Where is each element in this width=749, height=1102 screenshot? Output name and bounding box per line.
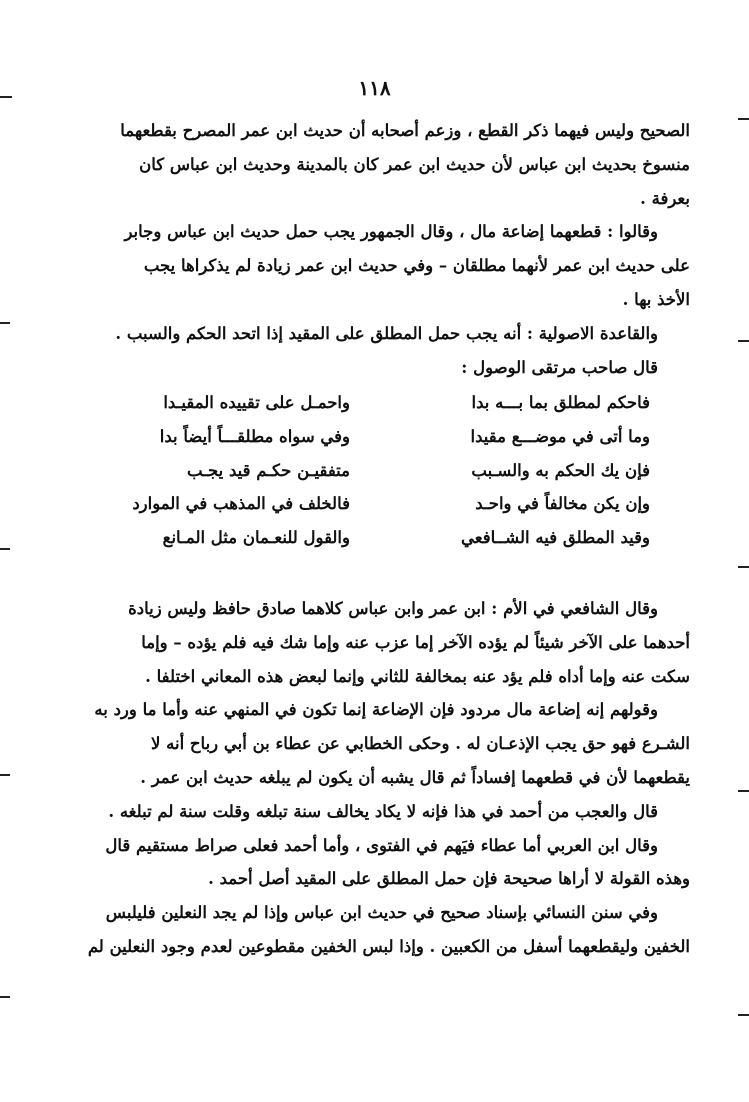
text-line: وقال الشافعي في الأم : ابن عمر وابن عباس كلاهما صادق حافظ وليس زيادة: [128, 599, 658, 618]
scan-margin-mark: [738, 340, 749, 342]
poem-verse: [120, 487, 650, 521]
text-line: الشـرع فهو حق يجب الإذعـان له . وحكى الخطابي عن عطاء بن أبي رباح أنه لا: [150, 734, 690, 754]
text-line: وقالوا : قطعهما إضاعة مال ، وقال الجمهور يجب حمل حديث ابن عباس وجابر: [124, 222, 658, 242]
text-line: الصحيح وليس فيهما ذكر القطع ، وزعم أصحابه أن حديث ابن عمر المصرح بقطعهما: [120, 121, 690, 140]
scan-margin-mark: [0, 96, 12, 98]
poem-verse: [120, 521, 650, 555]
text-line: وفي سنن النسائي بإسناد صحيح في حديث ابن عباس وإذا لم يجد النعلين فليلبس: [105, 903, 658, 923]
poem-verse: [120, 420, 650, 454]
scan-margin-mark: [738, 790, 749, 792]
paragraph-block-2: [60, 592, 690, 964]
poem-first-hemistich: فإن يك الحكم به والسـبب: [471, 460, 650, 480]
text-line: وقولهم إنه إضاعة مال مردود فإن الإضاعة إنما تكون في المنهي عنه وأما ما ورد به: [94, 700, 658, 720]
text-line: قال صاحب مرتقى الوصول :: [461, 357, 658, 377]
text-line: الخفين وليقطعهما أسفل من الكعبين . وإذا لبس الخفين مقطوعين لعدم وجود النعلين لم: [87, 936, 690, 956]
text-line: أحدهما على الآخر شيئاً لم يؤده الآخر إما عزب عنه وإما شك فيه فلم يؤده – وإما: [141, 632, 690, 652]
text-line: بعرفة .: [640, 188, 690, 208]
poem-first-hemistich: وإن يكن مخالفاً في واحـد: [475, 494, 650, 514]
text-line: قال والعجب من أحمد في هذا فإنه لا يكاد يخالف سنة تبلغه وقلت سنة لم تبلغه .: [108, 801, 658, 821]
poem-block: [120, 386, 650, 555]
text-line: والقاعدة الاصولية : أنه يجب حمل المطلق على المقيد إذا اتحد الحكم والسبب .: [115, 323, 658, 343]
poem-second-hemistich: واحمـل على تقييده المقيـدا: [163, 393, 350, 412]
poem-verse: [120, 454, 650, 488]
text-line: الأخذ بها .: [622, 289, 690, 309]
scan-margin-mark: [0, 774, 10, 776]
poem-second-hemistich: وفي سواه مطلقـــاً أيضاً بدا: [159, 426, 350, 446]
scan-margin-mark: [738, 118, 749, 120]
poem-first-hemistich: وما أتى في موضـــع مقيدا: [470, 426, 650, 446]
text-line: وهذه القولة لا أراها صحيحة فإن حمل المطلق على المقيد أصل أحمد .: [208, 869, 690, 889]
poem-second-hemistich: فالخلف في المذهب في الموارد: [132, 494, 350, 514]
paragraph-block-1: [60, 114, 690, 384]
text-line: منسوخ بحديث ابن عباس لأن حديث ابن عمر كان بالمدينة وحديث ابن عباس كان: [139, 154, 690, 174]
scan-margin-mark: [738, 1014, 749, 1016]
poem-second-hemistich: متفقيـن حكـم قيد يجـب: [186, 460, 350, 480]
poem-second-hemistich: والقول للنعـمان مثل المـانع: [162, 528, 350, 548]
page-number: ١١٨: [358, 76, 391, 100]
text-line: وقال ابن العربي أما عطاء فيَهم في الفتوى ، وأما أحمد فعلى صراط مستقيم قال: [105, 835, 658, 855]
scan-margin-mark: [0, 996, 10, 998]
text-line: على حديث ابن عمر لأنهما مطلقان – وفي حديث ابن عمر زيادة لم يذكراها يجب: [143, 256, 690, 276]
scan-margin-mark: [738, 566, 749, 568]
text-line: سكت عنه وإما أداه فلم يؤد عنه بمخالفة للثاني وإنما لبعض هذه المعاني اختلفا .: [145, 666, 690, 686]
scan-margin-mark: [0, 548, 10, 550]
text-line: يقطعهما لأن في قطعهما إفساداً ثم قال يشبه أن يكون لم يبلغه حديث ابن عمر .: [140, 767, 690, 787]
poem-verse: [120, 386, 650, 420]
poem-first-hemistich: وقيد المطلق فيه الشــافعي: [461, 528, 650, 548]
poem-first-hemistich: فاحكم لمطلق بما بـــه بدا: [471, 393, 650, 412]
scan-margin-mark: [0, 322, 10, 324]
